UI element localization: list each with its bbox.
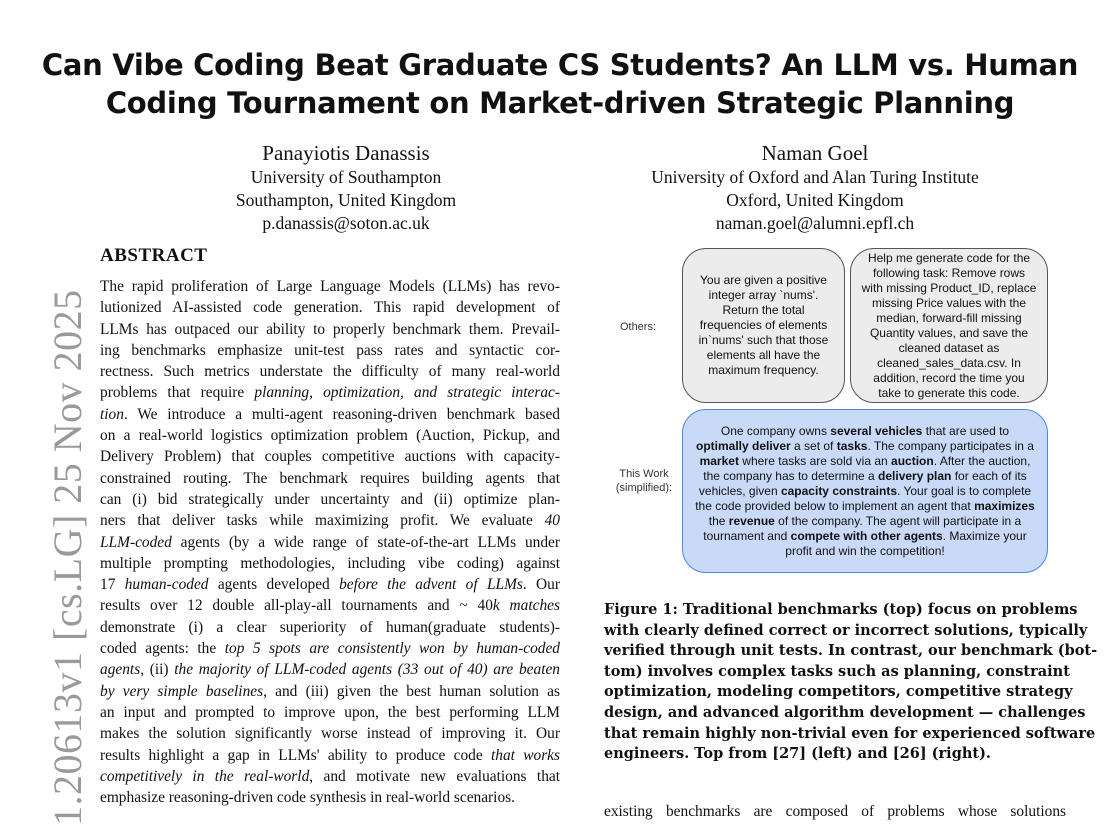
abstract-line: Delivery Problem) that couples competitive auctions with capacity-	[100, 448, 560, 466]
caption-line: design, and advanced algorithm development — challenges	[604, 703, 1086, 721]
abstract-line: LLM-coded agents (by a wide range of state-of-the-art LLMs under	[100, 533, 560, 551]
abstract-line: results highlight a gap in LLMs' ability to produce code that works	[100, 746, 560, 764]
abstract-line: agents, (ii) the majority of LLM-coded agents (33 out of 40) are beaten	[100, 661, 560, 679]
paper-title	[40, 46, 1080, 122]
abstract-line: competitively in the real-world, and motivate new evaluations that	[100, 767, 560, 785]
author-affiliation: University of Oxford and Alan Turing Institute	[651, 167, 979, 187]
caption-line: that remain highly non-trivial even for experienced software	[604, 724, 1096, 742]
prompt-bubble-this-work-text: One company owns several vehicles that are used to optimally deliver a set of tasks. The company participates in a market where tasks are sold via an auction. After the auction, the company has to determine a delivery plan for each of its vehicles, given capacity constraints. Your goal is to complete the code provided below to implement an agent that maximizes the revenue of the company. The agent will participate in a tournament and compete with other agents. Maximize your profit and win the competition!	[695, 423, 1035, 558]
abstract-line: tion. We introduce a multi-agent reasoning-driven benchmark based	[100, 405, 560, 423]
abstract-line: LLMs has outpaced our ability to properly benchmark them. Prevail-	[100, 320, 560, 338]
abstract-line: results over 12 double all-play-all tournaments and ~ 40k matches	[100, 597, 560, 615]
abstract-line: emphasize reasoning-driven code synthesis in real-world scenarios.	[100, 789, 515, 807]
body-partial-line: existing benchmarks are composed of problems whose solutions	[604, 803, 1066, 820]
abstract-line: constrained routing. The benchmark requires building agents that	[100, 469, 560, 487]
abstract-line: on a real-world logistics optimization problem (Auction, Pickup, and	[100, 427, 560, 445]
abstract-line: ners that deliver tasks while maximizing profit. We evaluate 40	[100, 512, 560, 530]
caption-line: optimization, modeling competitors, competitive strategy	[604, 683, 1073, 701]
abstract-body	[100, 276, 560, 808]
author-block-2	[600, 140, 1030, 235]
abstract-line: ing benchmarks emphasize unit-test pass rates and syntactic cor-	[100, 341, 560, 359]
title-line-1: Can Vibe Coding Beat Graduate CS Students? An LLM vs. Human	[41, 48, 1079, 82]
abstract-line: can (i) bid strategically under uncertainty and (ii) optimize plan-	[100, 490, 560, 508]
caption-line: tom) involves complex tasks such as planning, constraint	[604, 662, 1070, 680]
author-location: Southampton, United Kingdom	[235, 190, 457, 210]
author-name: Panayiotis Danassis	[262, 141, 430, 165]
prompt-bubble-this-work	[682, 409, 1048, 573]
abstract-line: lutionized AI-assisted code generation. This rapid development of	[100, 299, 560, 317]
author-location: Oxford, United Kingdom	[726, 190, 904, 210]
author-name: Naman Goel	[761, 141, 869, 165]
figure-label-this-work-line2: (simplified):	[615, 482, 673, 494]
author-block-1	[196, 140, 496, 235]
figure-1	[600, 245, 1070, 585]
caption-line: with clearly defined correct or incorrect solutions, typically	[604, 621, 1088, 639]
abstract-line: problems that require planning, optimization, and strategic interac-	[100, 384, 560, 402]
figure-label-this-work-line1: This Work	[619, 468, 669, 480]
prompt-bubble-right: Help me generate code for the following task: Remove rows with missing Product_ID, replace missing Price values with the median, forward-fill missing Quantity values, and save the cleaned dataset as cleaned_sales_data.csv. In addition, record the time you take to generate this code.	[850, 248, 1048, 403]
figure-label-this-work	[606, 467, 682, 495]
abstract-line: 17 human-coded agents developed before the advent of LLMs. Our	[100, 576, 560, 594]
figure-caption	[604, 600, 1098, 765]
caption-line: Figure 1: Traditional benchmarks (top) focus on problems	[604, 601, 1078, 618]
author-affiliation: University of Southampton	[250, 167, 442, 187]
arxiv-stamp	[0, 0, 90, 826]
abstract-line: an input and prompted to improve upon, the best performing LLM	[100, 703, 560, 721]
prompt-bubble-left: You are given a positive integer array `nums'. Return the total frequencies of elements in`nums' such that those elements all have the maximum frequency.	[682, 248, 845, 403]
abstract-line: demonstrate (i) a clear superiority of human(graduate students)-	[100, 618, 560, 636]
figure-label-others: Others:	[619, 321, 657, 333]
abstract-line: The rapid proliferation of Large Language Models (LLMs) has revo-	[100, 278, 560, 295]
abstract-line: multiple prompting methodologies, including vibe coding) against	[100, 554, 560, 572]
arxiv-stamp-text: 1.20613v1 [cs.LG] 25 Nov 2025	[45, 289, 90, 826]
abstract-heading: ABSTRACT	[100, 245, 208, 266]
title-line-2: Coding Tournament on Market-driven Strategic Planning	[105, 86, 1015, 120]
caption-line: engineers. Top from [27] (left) and [26] (right).	[604, 745, 991, 763]
abstract-line: rectness. Such metrics understate the difficulty of many real-world	[100, 363, 560, 381]
abstract-line: by very simple baselines, and (iii) given the best human solution as	[100, 682, 560, 700]
abstract-line: makes the solution significantly worse instead of improving it. Our	[100, 725, 560, 743]
author-email: naman.goel@alumni.epfl.ch	[715, 213, 915, 233]
abstract-line: coded agents: the top 5 spots are consistently won by human-coded	[100, 640, 560, 658]
author-email: p.danassis@soton.ac.uk	[262, 213, 430, 233]
caption-line: verified through unit tests. In contrast, our benchmark (bot-	[604, 642, 1098, 660]
